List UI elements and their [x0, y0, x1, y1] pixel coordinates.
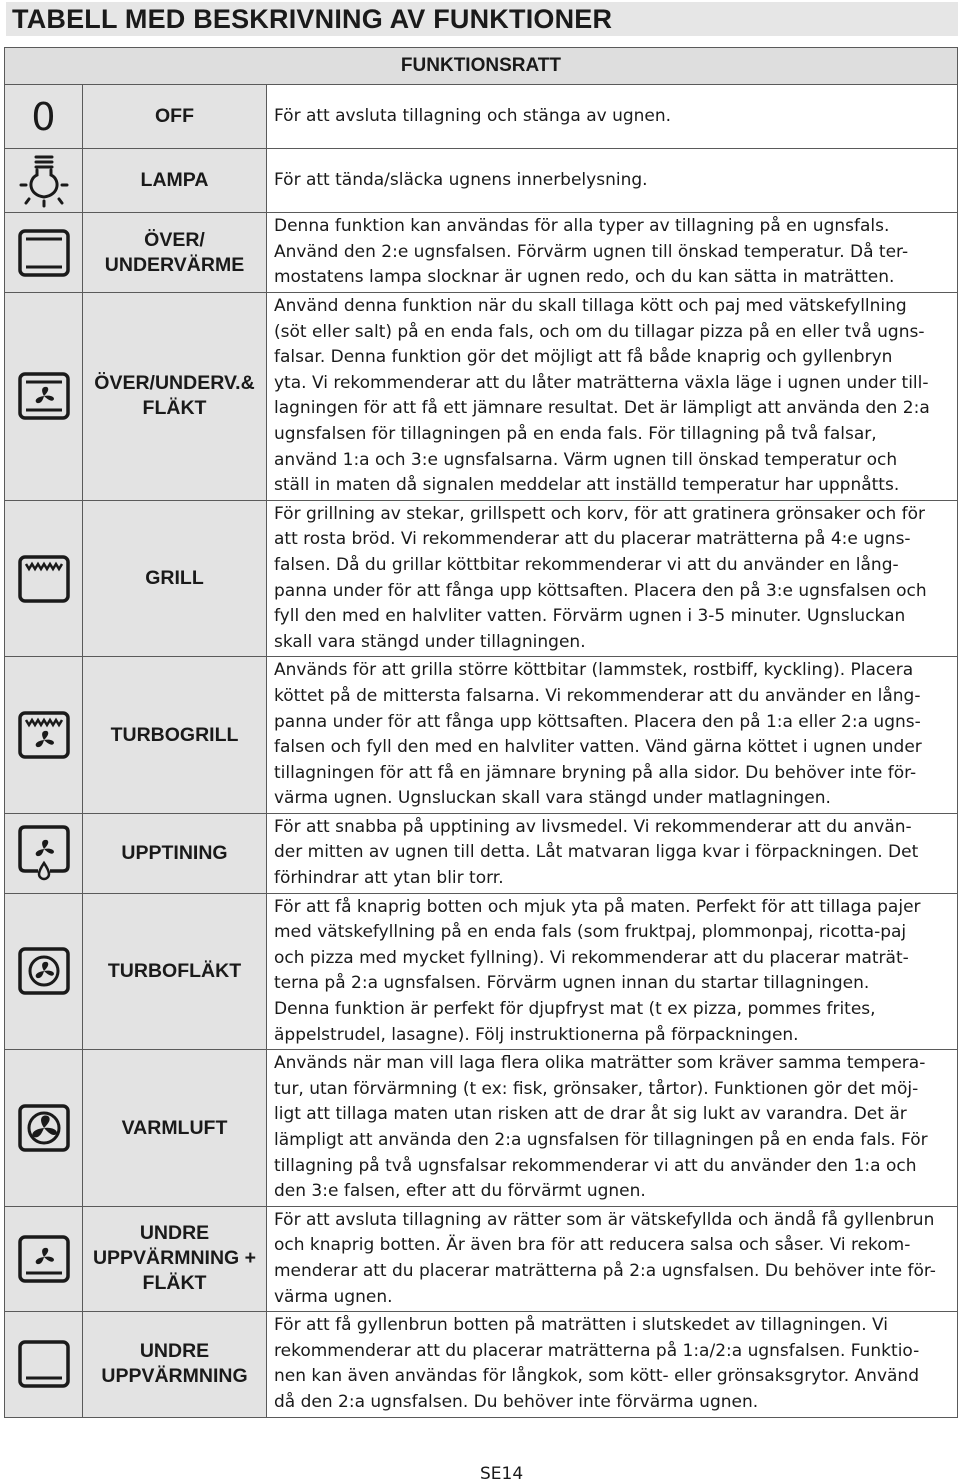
table-row [5, 657, 958, 814]
zero-symbol-icon: 0 [31, 94, 56, 139]
function-name: UPPTINING [83, 813, 267, 893]
function-name: LAMPA [83, 149, 267, 213]
function-name: UNDRE UPPVÄRMNING + FLÄKT [83, 1206, 267, 1311]
table-row [5, 149, 958, 213]
icon-cell [5, 813, 83, 893]
function-description: För att avsluta tillagning och stänga av ugnen. [267, 85, 958, 149]
hot-air-icon [16, 1102, 72, 1154]
function-name: ÖVER/UNDERV.& FLÄKT [83, 293, 267, 501]
icon-cell [5, 85, 83, 149]
table-row [5, 1050, 958, 1207]
icon-cell [5, 893, 83, 1050]
turbo-fan-icon [16, 945, 72, 997]
functions-table [4, 47, 958, 1418]
top-bottom-heat-icon [16, 227, 72, 279]
table-header: FUNKTIONSRATT [5, 48, 958, 85]
table-header-row [5, 48, 958, 85]
function-name: GRILL [83, 500, 267, 657]
table-row [5, 213, 958, 293]
function-description: För att snabba på upptining av livsmedel. Vi rekommenderar att du använ- der mitten av ugnen till detta. Låt matvaran ligga kvar i förpackningen. Det förhindrar att ytan blir torr. [267, 813, 958, 893]
icon-cell [5, 213, 83, 293]
grill-icon [16, 553, 72, 605]
icon-cell [5, 1206, 83, 1311]
function-name: VARMLUFT [83, 1050, 267, 1207]
function-name: TURBOFLÄKT [83, 893, 267, 1050]
function-description: Används för att grilla större köttbitar (lammstek, rostbiff, kyckling). Placera köttet på de mittersta falsarna. Vi rekommenderar att du använder en lång- panna under för att fånga upp köttsaften. Placera den på 1:a eller 2:a ugns- falsen och fyll den med en halvliter vatten. Vänd gärna köttet i ugnen under tillagningen för att få en jämnare bryning på alla sidor. Du behöver inte för- värma ugnen. Ugnsluckan skall vara stängd under matlagningen. [267, 657, 958, 814]
table-row [5, 813, 958, 893]
icon-cell [5, 293, 83, 501]
icon-cell [5, 657, 83, 814]
function-name: UNDRE UPPVÄRMNING [83, 1312, 267, 1417]
function-name: ÖVER/ UNDERVÄRME [83, 213, 267, 293]
defrost-icon [16, 823, 72, 883]
bottom-heat-icon [16, 1338, 72, 1390]
function-description: Används när man vill laga flera olika maträtter som kräver samma tempera- tur, utan förvärmning (t ex: fisk, grönsaker, tårtor). Funktionen gör det möj- ligt att tillaga maten utan risken att de drar åt sig lukt av varandra. Det är lämpligt att använda den 2:a ugnsfalsen för tillagningen på en enda fals. För tillagning på två ugnsfalsar rekommenderar vi att du använder den 1:a och den 3:e falsen, efter att du förvärmt ugnen. [267, 1050, 958, 1207]
table-row [5, 893, 958, 1050]
icon-cell [5, 149, 83, 213]
table-row [5, 293, 958, 501]
table-row [5, 1206, 958, 1311]
function-description: För att få gyllenbrun botten på maträtten i slutskedet av tillagningen. Vi rekommenderar att du placerar maträtterna på 1:a/2:a ugnsfalsen. Funktio- nen kan även användas för långkok, som kött- eller grönsaksgrytor. Använd då den 2:a ugnsfalsen. Du behöver inte förvärma ugnen. [267, 1312, 958, 1417]
function-description: Använd denna funktion när du skall tillaga kött och paj med vätskefyllning (söt eller salt) på en enda fals, och om du tillagar pizza på en eller två ugns- falsar. Denna funktion gör det möjligt att få både knaprig och gyllenbryn yta. Vi rekommenderar att du låter maträtterna växla läge i ugnen under till- lagningen för att få ett jämnare resultat. Det är lämpligt att använda den 2:a ugnsfalsen för tillagningen på en enda fals. För tillagning på två falsar, använd 1:a och 3:e ugnsfalsarna. Värm ugnen till önskad temperatur och ställ in maten då signalen meddelar att inställd temperatur har uppnåtts. [267, 293, 958, 501]
turbo-grill-icon [16, 709, 72, 761]
function-description: För att få knaprig botten och mjuk yta på maten. Perfekt för att tillaga pajer med vätskefyllning på en enda fals (som fruktpaj, plommonpaj, ricotta-paj och pizza med mycket fyllning). Vi rekommenderar att du placerar maträt- terna på 2:a ugnsfalsen. Förvärm ugnen innan du startar tillagningen. Denna funktion är perfekt för djupfryst mat (t ex pizza, pommes frites, äppelstrudel, lasagne). Följ instruktionerna på förpackningen. [267, 893, 958, 1050]
lamp-icon [18, 153, 70, 209]
function-description: För att avsluta tillagning av rätter som är vätskefyllda och ändå få gyllenbrun och knaprig botten. Är även bra för att reducera salsa och såser. Vi rekom- menderar att du placerar maträtterna på 2:a ugnsfalsen. Du behöver inte för- värma ugnen. [267, 1206, 958, 1311]
icon-cell [5, 500, 83, 657]
function-name: OFF [83, 85, 267, 149]
function-description: För grillning av stekar, grillspett och korv, för att gratinera grönsaker och för att rosta bröd. Vi rekommenderar att du placerar maträtterna på 4:e ugns- falsen. Då du grillar köttbitar rekommenderar vi att du använder en lång- panna under för att fånga upp köttsaften. Placera den på 3:e ugnsfalsen och fyll den med en halvliter vatten. Förvärm ugnen i 3-5 minuter. Ugnsluckan skall vara stängd under tillagningen. [267, 500, 958, 657]
table-row [5, 85, 958, 149]
page-title: TABELL MED BESKRIVNING AV FUNKTIONER [6, 2, 958, 36]
table-row [5, 500, 958, 657]
function-description: För att tända/släcka ugnens innerbelysning. [267, 149, 958, 213]
icon-cell [5, 1050, 83, 1207]
function-description: Denna funktion kan användas för alla typer av tillagning på en ugnsfals. Använd den 2:e ugnsfalsen. Förvärm ugnen till önskad temperatur. Då ter- mostatens lampa slocknar är ugnen redo, och du kan sätta in maträtten. [267, 213, 958, 293]
top-bottom-heat-fan-icon [16, 370, 72, 422]
table-row [5, 1312, 958, 1417]
page-number: SE14 [480, 1464, 524, 1484]
bottom-heat-fan-icon [16, 1233, 72, 1285]
icon-cell [5, 1312, 83, 1417]
function-name: TURBOGRILL [83, 657, 267, 814]
